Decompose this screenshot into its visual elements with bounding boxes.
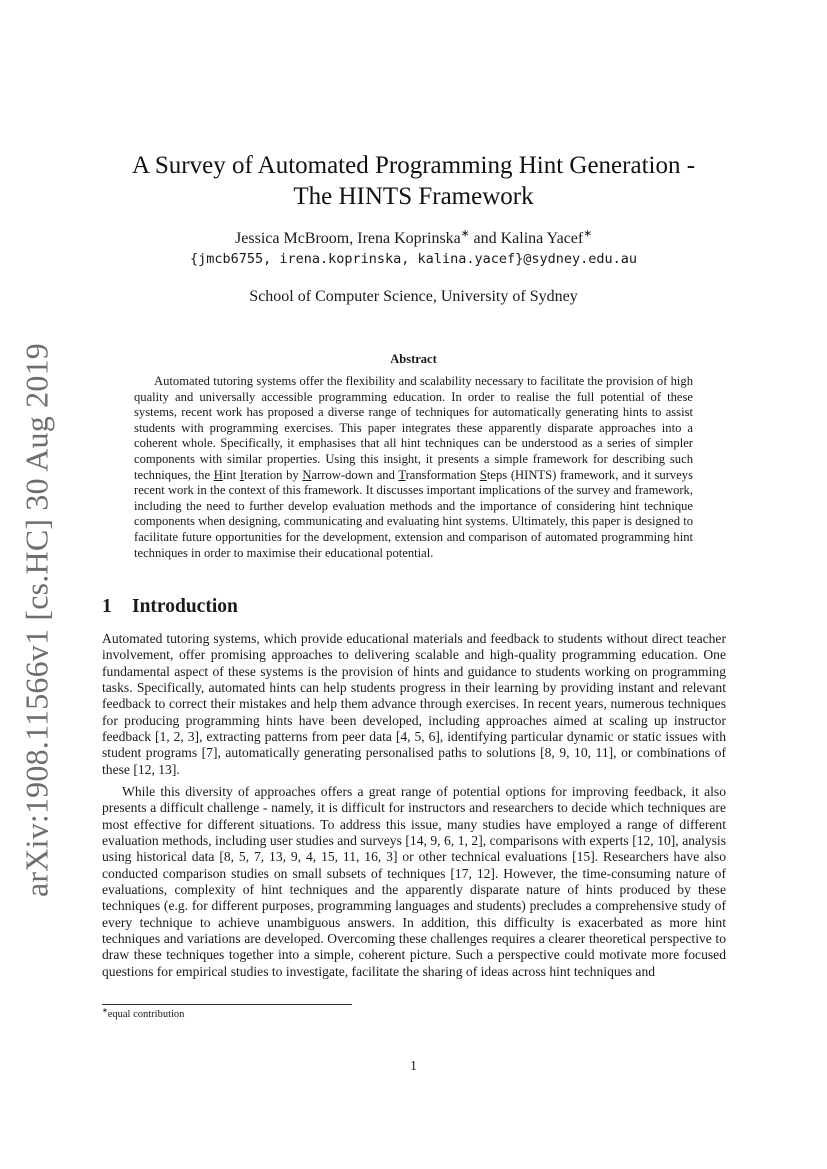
author-names: Jessica McBroom, Irena Koprinska <box>235 230 461 247</box>
abstract-text <box>134 374 693 561</box>
body-paragraph-2: While this diversity of approaches offers a great range of potential options for improving feedback, it also presents a difficult challenge - namely, it is difficult for instructors and researchers to decide which techniques are most effective for different situations. To address this issue, many studies have employed a range of different evaluation methods, including user studies and surveys [14, 9, 6, 1, 2], comparisons with experts [12, 10], analysis using historical data [8, 5, 7, 13, 9, 4, 15, 11, 16, 3] or other technical evaluations [15]. Researchers have also conducted comparison studies on small subsets of techniques [17, 12]. However, the time-consuming nature of evaluations, complexity of hint techniques and the apparently disparate nature of hints produced by these techniques (e.g. for different purposes, programming languages and students) precludes a comprehensive study of every technique to achieve unambiguous answers. In addition, this difficulty is exacerbated as more hint techniques and variations are developed. Overcoming these challenges requires a clearer theoretical perspective to draw these techniques together into a simple, coherent picture. Such a perspective could motivate more focused questions for empirical studies to investigate, facilitate the sharing of ideas across hint techniques and <box>102 784 726 979</box>
author-affiliation: School of Computer Science, University of Sydney <box>249 288 578 305</box>
acronym-letter: I <box>239 467 244 482</box>
arxiv-identifier-stamp <box>14 343 60 897</box>
paper-title-line-2: The HINTS Framework <box>293 183 534 210</box>
footnote-divider <box>102 1004 352 1005</box>
abstract-text-part: arrow-down and <box>311 467 399 482</box>
abstract-text-part: Automated tutoring systems offer the flexibility and scalability necessary to facilitate the provision of high quality and universally accessible programming education. In order to realise the full potential of these systems, recent work has proposed a diverse range of techniques for automatically generating hints to assist students with programming exercises. This paper integrates these apparently disparate approaches into a coherent whole. Specifically, it emphasises that all hint techniques can be understood as a series of simpler components with similar properties. Using this insight, it presents a simple framework for describing such techniques, the <box>134 374 693 482</box>
abstract-text-part: teration by <box>244 467 303 482</box>
section-title: Introduction <box>132 596 238 617</box>
arxiv-identifier-text: arXiv:1908.11566v1 [cs.HC] 30 Aug 2019 <box>18 343 55 897</box>
acronym-letter: T <box>398 467 406 482</box>
acronym-letter: H <box>213 467 223 482</box>
page-number: 1 <box>410 1058 417 1073</box>
author-emails: {jmcb6755, irena.koprinska, kalina.yacef}@sydney.edu.au <box>189 251 638 267</box>
author-names-last: and Kalina Yacef <box>469 230 584 247</box>
equal-contribution-mark: ∗ <box>460 228 470 240</box>
footnote-text: equal contribution <box>107 1009 185 1020</box>
author-list <box>100 229 727 249</box>
abstract-text-part: int <box>222 467 240 482</box>
footnote <box>102 1008 722 1021</box>
footnote-mark: ∗ <box>102 1007 108 1015</box>
paper-title <box>100 150 727 212</box>
abstract-text-part: ransformation <box>405 467 480 482</box>
section-number: 1 <box>102 596 112 617</box>
abstract-text-part: teps (HINTS) framework, and it surveys recent work in the context of this framework. It discusses important implications of the survey and framework, including the need to further develop evaluation methods and the importance of considering hint technique components when designing, communicating and evaluating hint systems. Ultimately, this paper is designed to facilitate future opportunities for the development, extension and comparison of automated programming hint techniques in order to maximise their educational potential. <box>134 467 694 560</box>
paper-title-line-1: A Survey of Automated Programming Hint Generation - <box>131 152 696 179</box>
acronym-letter: N <box>302 467 312 482</box>
section-heading-introduction <box>102 596 722 618</box>
acronym-letter: S <box>479 467 487 482</box>
equal-contribution-mark: ∗ <box>583 228 592 240</box>
abstract-heading: Abstract <box>390 352 437 366</box>
body-paragraph-1: Automated tutoring systems, which provide educational materials and feedback to students without direct teacher involvement, offer promising approaches to delivering scalable and high-quality programming education. One fundamental aspect of these systems is the provision of hints and guidance to students working on programming tasks. Specifically, automated hints can help students progress in their learning by providing instant and relevant feedback to correct their mistakes and help them advance through exercises. In recent years, numerous techniques for producing programming hints have been developed, including approaches aimed at scaling up instructor feedback [1, 2, 3], extracting patterns from peer data [4, 5, 6], identifying particular dynamic or static issues with student programs [7], automatically generating personalised paths to solutions [8, 9, 10, 11], or combinations of these [12, 13]. <box>102 631 726 777</box>
